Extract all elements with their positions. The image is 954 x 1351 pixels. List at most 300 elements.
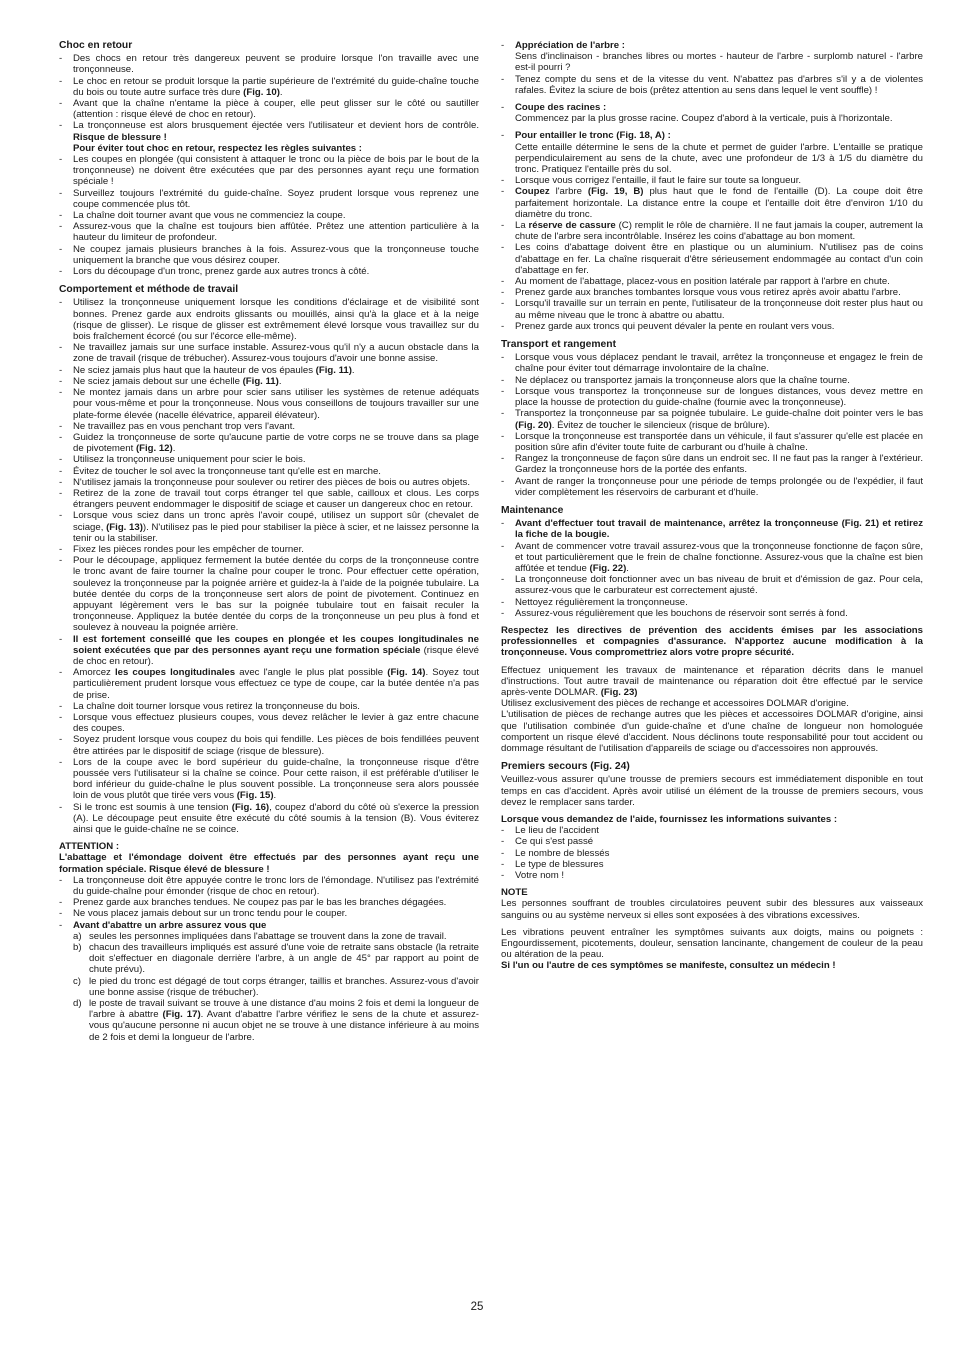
bold-text: (Fig. 16) <box>231 801 270 813</box>
text-run: Au moment de l'abattage, placez-vous en position latérale par rapport à l'arbre en chute. <box>515 276 890 288</box>
bullet-marker: - <box>59 897 63 909</box>
text-run: l'arbre <box>549 186 588 198</box>
bold-text: (Fig. 14) <box>387 667 426 679</box>
text-run: Ne sciez jamais plus haut que la hauteur de vos épaules <box>73 364 316 376</box>
item-text <box>73 908 479 919</box>
item-text <box>515 298 923 320</box>
bullet-marker: - <box>59 667 63 679</box>
item-text <box>515 541 923 575</box>
list-item <box>59 920 479 931</box>
text-run: Soyez prudent lorsque vous coupez du bois qui fendille. Les pièces de bois fendillées peuvent être attirées par le dispositif de sciage (risque de blessure). <box>73 734 479 757</box>
item-text <box>515 74 923 96</box>
list-item <box>59 297 479 342</box>
text-run: Nettoyez régulièrement la tronçonneuse. <box>515 596 688 608</box>
list-item <box>501 74 923 96</box>
item-text <box>515 276 923 287</box>
text-run: . <box>172 443 176 455</box>
bullet-marker: - <box>59 342 63 354</box>
sub-item-marker: c) <box>73 975 81 987</box>
text-run: Utilisez exclusivement des pièces de rechange et accessoires DOLMAR d'origine. <box>501 698 849 710</box>
text-run: Rangez la tronçonneuse de façon sûre dans un endroit sec. Il ne faut pas la ranger à l'extérieur. Gardez la tronçonneuse hors de la portée des enfants. <box>515 453 923 476</box>
item-text <box>73 76 479 98</box>
bullet-marker: - <box>501 825 505 837</box>
item-text <box>73 210 479 221</box>
text-run: Avant que la chaîne n'entame la pièce à couper, elle peut glisser sur le côté ou sautiller (attention : risque élevé de choc en retour). <box>73 98 479 121</box>
list-item <box>501 220 923 242</box>
bold-text: Appréciation de l'arbre : <box>515 40 625 51</box>
bold-text: Respectez les directives de prévention des accidents émises par les associations professionnelles et compagnies d'assurance. N'apportez aucune modification à la tronçonneuse. Vous compromettriez alors votre propre sécurité. <box>501 624 923 659</box>
item-text <box>515 476 923 498</box>
list-item <box>59 210 479 221</box>
bullet-marker: - <box>59 387 63 399</box>
bullet-marker: - <box>59 454 63 466</box>
item-text <box>73 734 479 756</box>
list-item <box>59 432 479 454</box>
text-run: Utilisez la tronçonneuse uniquement pour scier le bois. <box>73 454 306 466</box>
item-text <box>73 188 479 210</box>
bullet-marker: - <box>59 364 63 376</box>
indented-text <box>59 143 479 154</box>
bullet-marker: - <box>59 756 63 768</box>
bold-text: (Fig. 11) <box>242 375 279 387</box>
paragraph <box>501 698 923 709</box>
text-run: Lorsque vous transportez la tronçonneuse sur de longues distances, vous devez mettre en place la housse de protection du guide-chaîne (fournie avec la tronçonneuse). <box>515 385 923 409</box>
item-text <box>515 859 923 870</box>
bullet-marker: - <box>501 607 505 619</box>
list-item <box>501 453 923 475</box>
paragraph <box>501 927 923 961</box>
bullet-marker: - <box>59 243 63 255</box>
item-text <box>515 608 923 619</box>
bold-text: (Fig. 13) <box>106 521 143 533</box>
bullet-marker: - <box>501 73 505 85</box>
item-text <box>73 712 479 734</box>
bold-text: Il est fortement conseillé que les coupes en plongée et les coupes longitudinales ne soient exécutées que par des personnes ayant reçu une formation spéciale <box>73 633 479 656</box>
indent-spacer <box>501 113 515 124</box>
indented-text <box>501 51 923 73</box>
text-run: . <box>351 364 355 376</box>
bullet-marker: - <box>59 375 63 387</box>
text-run: Lorsque la tronçonneuse est transportée dans un véhicule, il faut s'assurer qu'elle est placée en position sûre afin d'éviter toute fuite de carburant ou d'huile à chaîne. <box>515 430 923 453</box>
bullet-marker: - <box>59 420 63 432</box>
bold-text: (Fig. 20) <box>515 419 552 431</box>
list-item <box>501 518 923 540</box>
text-run: Ce qui s'est passé <box>515 836 594 848</box>
item-text <box>515 186 923 220</box>
list-item <box>501 242 923 276</box>
item-text <box>89 931 479 942</box>
bullet-marker: - <box>59 53 63 65</box>
list-item <box>59 555 479 633</box>
list-item <box>59 266 479 277</box>
bullet-marker: - <box>59 120 63 132</box>
bullet-marker: - <box>501 836 505 848</box>
item-text <box>515 870 923 881</box>
text-run: . <box>626 562 629 574</box>
text-run: N'utilisez jamais la tronçonneuse pour soulever ou retirer des pièces de bois ou autres objets. <box>73 476 470 488</box>
bold-text: (Fig. 12) <box>135 443 173 455</box>
item-text <box>73 701 479 712</box>
bullet-marker: - <box>59 919 63 931</box>
text-run: , coupez d'abord du côté où s'exerce la pression (A). Le découpage peut ensuite être exécuté du côté soumis à la tension (B). Vous éviterez ainsi que le guide-chaîne ne se coince. <box>73 801 479 836</box>
bold-text: (Fig. 10) <box>243 86 280 98</box>
bullet-marker: - <box>501 596 505 608</box>
bold-text: NOTE <box>501 887 528 899</box>
text-run: Commencez par la plus grosse racine. Coupez d'abord à la verticale, puis à l'horizontale. <box>515 113 893 125</box>
list-item <box>59 510 479 544</box>
item-text <box>73 421 479 432</box>
item-text <box>73 488 479 510</box>
indent-spacer <box>501 142 515 176</box>
text-run: Lors de la coupe avec le bord supérieur du guide-chaîne, la tronçonneuse risque d'être poussée vers l'utilisateur si la chaîne se coince. Pour cette raison, il est préférable d'utiliser le bord inférieur du guide-chaîne le plus souvent possible. La tronçonneuse sera alors poussée loin de vous plutôt que tirée vers vous <box>73 756 479 802</box>
text-run: Amorcez <box>73 667 115 679</box>
text-run: Lorsque vous vous déplacez pendant le travail, arrêtez la tronçonneuse et engagez le frein de chaîne pour éviter tout démarrage involontaire de la chaîne. <box>515 352 923 375</box>
list-item <box>59 76 479 98</box>
list-item <box>59 667 479 701</box>
bullet-marker: - <box>501 408 505 420</box>
text-run: Lorsque vous sciez dans un tronc après l'avoir coupé, utilisez un support sûr (chevalet de sciage, <box>73 510 479 533</box>
sub-item-marker: d) <box>73 998 82 1010</box>
list-item <box>501 431 923 453</box>
list-item <box>59 365 479 376</box>
list-item <box>501 130 923 141</box>
bullet-marker: - <box>59 908 63 920</box>
section-heading: Maintenance <box>501 504 564 516</box>
bullet-marker: - <box>59 187 63 199</box>
list-item <box>501 870 923 881</box>
item-text <box>515 574 923 596</box>
text-run: (C) remplit le rôle de charnière. Il ne faut jamais la couper, autrement la chute de l'arbre sera incontrôlable. Insérez les coins d'abattage au bon moment. <box>515 220 923 243</box>
item-text <box>73 466 479 477</box>
item-text <box>515 130 923 141</box>
bold-text: (Fig. 15) <box>236 790 274 802</box>
item-text <box>73 154 479 188</box>
list-item <box>501 102 923 113</box>
text-run: (risque élevé de choc en retour). <box>73 644 479 667</box>
text-run: Ne travaillez jamais sur une surface instable. Assurez-vous qu'il n'y a aucun obstacle dans la zone de travail (risque de trébucher). Assurez-vous toujours d'avoir une bonne assise. <box>73 342 479 365</box>
list-item <box>59 221 479 243</box>
text-run: La chaîne doit tourner lorsque vous retirez la tronçonneuse du bois. <box>73 700 360 712</box>
text-run: Surveillez toujours l'extrémité du guide-chaîne. Soyez prudent lorsque vous reprenez une coupe commencée plus tôt. <box>73 187 479 210</box>
list-item <box>59 376 479 387</box>
bold-text: les coupes longitudinales <box>114 667 236 679</box>
list-item <box>501 186 923 220</box>
bullet-marker: - <box>59 465 63 477</box>
item-text <box>515 220 923 242</box>
item-text <box>73 120 479 142</box>
bold-text: Coupe des racines : <box>515 102 607 114</box>
item-text <box>73 143 479 154</box>
paragraph <box>501 887 923 898</box>
bullet-marker: - <box>501 287 505 299</box>
item-text <box>73 98 479 120</box>
item-text <box>515 431 923 453</box>
item-text <box>73 802 479 836</box>
text-run: Retirez de la zone de travail tout corps étranger tel que sable, cailloux et clous. Les corps étrangers peuvent endommager le dispositif de sciage et causer un dangereux choc en retour. <box>73 487 479 511</box>
list-item <box>59 53 479 75</box>
section-heading: Premiers secours (Fig. 24) <box>501 761 630 773</box>
list-item <box>59 188 479 210</box>
list-item <box>59 421 479 432</box>
bold-text: (Fig. 23) <box>600 686 638 698</box>
bullet-marker: - <box>501 298 505 310</box>
indent-spacer <box>501 51 515 73</box>
list-item <box>59 701 479 712</box>
item-text <box>73 342 479 364</box>
item-text <box>515 375 923 386</box>
item-text <box>73 432 479 454</box>
list-item <box>59 802 479 836</box>
item-text <box>515 825 923 836</box>
text-run: Ne vous placez jamais debout sur un tronc tendu pour le couper. <box>73 908 348 920</box>
item-text <box>73 297 479 342</box>
bullet-marker: - <box>59 734 63 746</box>
bold-text: Risque de blessure ! <box>73 131 167 143</box>
text-run: Effectuez uniquement les travaux de maintenance et réparation décrits dans le manuel d'instructions. Tout autre travail de maintenance ou réparation doit être effectué par le service après-vente DOLMAR. <box>501 664 923 698</box>
text-run: Le lieu de l'accident <box>515 825 599 837</box>
list-item <box>59 154 479 188</box>
item-text <box>73 376 479 387</box>
list-item <box>59 477 479 488</box>
text-run: . Avant d'abattre l'arbre vérifiez le sens de la chute et assurez-vous qu'aucune personne ni aucun objet ne se trouve à une distance inférieure à au moins de 2 fois et demi la longueur de l'arbre. <box>89 1009 479 1043</box>
bold-text: ATTENTION : <box>59 841 120 853</box>
text-run: . Soyez tout particulièrement prudent lorsque vous effectuez ce type de coupe, car la butée dentée n'a pas de prise. <box>73 667 479 701</box>
bullet-marker: - <box>59 431 63 443</box>
text-run: . <box>279 86 283 98</box>
list-item <box>501 825 923 836</box>
bullet-marker: - <box>59 297 63 309</box>
item-text <box>89 976 479 998</box>
list-item <box>59 98 479 120</box>
list-item <box>59 488 479 510</box>
item-text <box>515 597 923 608</box>
list-item <box>501 859 923 870</box>
text-run: Assurez-vous que la chaîne est toujours bien affûtée. Prêtez une attention particulière à la hauteur du limiteur de profondeur. <box>73 221 479 244</box>
text-run: Le nombre de blessés <box>515 847 610 859</box>
bullet-marker: - <box>501 430 505 442</box>
text-run: Prenez garde aux branches tendues. Ne coupez pas par le bas les branches dégagées. <box>73 897 447 909</box>
bold-text: Avant d'abattre un arbre assurez vous que <box>73 919 267 931</box>
list-item <box>501 836 923 847</box>
text-run: chacun des travailleurs impliqués est assuré d'une voie de retraite sans obstacle (la retraite doit s'effectuer en diagonale derrière l'arbre, à un angle de 45° par rapport au point de chute prévu). <box>89 942 479 976</box>
bullet-marker: - <box>501 130 505 142</box>
text-run: Cette entaille détermine le sens de la chute et permet de guider l'arbre. L'entaille se pratique perpendiculairement au sens de la chute, avec une profondeur de 1/3 à 1/5 du diamètre du tronc. Pratiquez l'entaille près du sol. <box>515 141 923 176</box>
bullet-marker: - <box>501 847 505 859</box>
item-text <box>73 221 479 243</box>
bullet-marker: - <box>501 352 505 364</box>
text-run: . <box>273 790 277 802</box>
bullet-marker: - <box>59 98 63 110</box>
text-run: La tronçonneuse doit être appuyée contre le tronc lors de l'émondage. N'utilisez pas l'extrémité du guide-chaîne pour émonder (risque de choc en retour). <box>73 874 479 898</box>
bullet-marker: - <box>501 320 505 332</box>
sub-list-item <box>59 976 479 998</box>
item-text <box>73 365 479 376</box>
item-text <box>73 544 479 555</box>
bullet-marker: - <box>501 858 505 870</box>
bullet-marker: - <box>501 385 505 397</box>
list-item <box>501 298 923 320</box>
bullet-marker: - <box>501 518 505 530</box>
text-run: Évitez de toucher le sol avec la tronçonneuse tant qu'elle est en marche. <box>73 465 381 477</box>
bold-text: Si l'un ou l'autre de ces symptômes se manifeste, consultez un médecin ! <box>501 960 836 972</box>
paragraph <box>501 625 923 659</box>
item-text <box>515 518 923 540</box>
text-run: La <box>515 220 529 232</box>
paragraph <box>59 841 479 852</box>
bullet-marker: - <box>59 543 63 555</box>
indent-spacer <box>59 143 73 154</box>
text-run: seules les personnes impliquées dans l'abattage se trouvent dans la zone de travail. <box>89 930 447 942</box>
text-run: Utilisez la tronçonneuse uniquement lorsque les conditions d'éclairage et de visibilité sont bonnes. Prenez garde aux endroits glissants ou mouillés, ainsi qu'à la glace et à la neige (risque de glisser). Le risque de glisser est extrêmement élevé lorsque vous travaillez sur du bois fraîchement écorcé (ou sur l'écorce elle-même). <box>73 297 479 343</box>
paragraph <box>501 814 923 825</box>
text-run: . <box>278 375 282 387</box>
text-run: Fixez les pièces rondes pour les empêcher de tourner. <box>73 543 304 555</box>
bullet-marker: - <box>501 102 505 114</box>
list-item <box>501 476 923 498</box>
item-text <box>89 942 479 976</box>
text-run: Prenez garde aux branches tombantes lorsque vous vous retirez après avoir abattu l'arbre. <box>515 287 901 299</box>
bullet-marker: - <box>59 633 63 645</box>
text-run: Guidez la tronçonneuse de sorte qu'aucune partie de votre corps ne se trouve dans sa plage de pivotement <box>73 431 479 455</box>
text-run: Avant de ranger la tronçonneuse pour une période de temps prolongée ou de l'expédier, il faut vider complètement les réservoirs de carburant et d'huile. <box>515 475 923 498</box>
list-item <box>501 175 923 186</box>
list-item <box>59 634 479 668</box>
list-item <box>59 712 479 734</box>
list-item <box>501 608 923 619</box>
bullet-marker: - <box>59 476 63 488</box>
text-run: Les personnes souffrant de troubles circulatoires peuvent subir des blessures aux vaisseaux sanguins ou au système nerveux si elles sont exposées à des vibrations excessives. <box>501 898 923 921</box>
bullet-marker: - <box>59 801 63 813</box>
item-text <box>73 920 479 931</box>
item-text <box>515 836 923 847</box>
bold-text: Coupez <box>515 186 550 198</box>
list-item <box>501 321 923 332</box>
text-run: le poste de travail suivant se trouve à une distance d'au moins 2 fois et demi la longueur de l'arbre à abattre <box>89 998 479 1021</box>
list-item <box>59 454 479 465</box>
paragraph <box>501 898 923 920</box>
text-run: La tronçonneuse est alors brusquement éjectée vers l'utilisateur et devient hors de contrôle. <box>73 120 479 132</box>
text-run: Sens d'inclinaison - branches libres ou mortes - hauteur de l'arbre - surplomb naturel - l'arbre est-il pourri ? <box>515 51 923 74</box>
item-text <box>515 848 923 859</box>
sub-item-marker: b) <box>73 942 82 954</box>
bold-text: réserve de cassure <box>528 220 616 232</box>
bold-text: L'abattage et l'émondage doivent être effectués par des personnes ayant reçu une formation spéciale. Risque élevé de blessure ! <box>59 852 479 875</box>
section-heading: Choc en retour <box>59 40 133 51</box>
text-run: L'utilisation de pièces de rechange autres que les pièces et accessoires DOLMAR d'origine, ainsi que l'utilisation combinée d'un guide-chaîne et d'une chaîne de longueur non homologuée comportent un risque élevé d'accident. Nous déclinons toute responsabilité pour tout accident ou dommage résultant de l'utilisation d'appareils de sciage ou d'accessoires non approuvés. <box>501 709 923 754</box>
text-run: Des chocs en retour très dangereux peuvent se produire lorsque l'on travaille avec une tronçonneuse. <box>73 53 479 76</box>
indented-text <box>501 113 923 124</box>
bullet-marker: - <box>59 487 63 499</box>
bold-text: Lorsque vous demandez de l'aide, fournissez les informations suivantes : <box>501 814 838 825</box>
bold-text: Pour éviter tout choc en retour, respectez les règles suivantes : <box>73 142 362 154</box>
list-item <box>501 276 923 287</box>
list-item <box>501 597 923 608</box>
paragraph <box>501 665 923 699</box>
text-run: Lorsque vous effectuez plusieurs coupes, vous devez relâcher le levier à gaz entre chacune des coupes. <box>73 711 479 735</box>
bullet-marker: - <box>59 75 63 87</box>
item-text <box>73 454 479 465</box>
bullet-marker: - <box>501 276 505 288</box>
paragraph <box>501 774 923 808</box>
item-text <box>515 175 923 186</box>
bullet-marker: - <box>501 374 505 386</box>
text-run: La tronçonneuse doit fonctionner avec un bas niveau de bruit et d'émission de gaz. Pour cela, assurez-vous que le carburateur est correctement ajusté. <box>515 574 923 597</box>
item-text <box>73 477 479 488</box>
list-item <box>501 574 923 596</box>
item-text <box>515 321 923 332</box>
list-item <box>59 897 479 908</box>
item-text <box>73 875 479 897</box>
item-text <box>73 757 479 802</box>
text-run: Ne coupez jamais plusieurs branches à la fois. Assurez-vous que la tronçonneuse touche uniquement la branche que vous désirez couper. <box>73 243 479 266</box>
bullet-marker: - <box>59 510 63 522</box>
text-run: Lorsque vous corrigez l'entaille, il faut le faire sur toute sa longueur. <box>515 175 802 187</box>
text-run: ). N'utilisez pas le pied pour stabiliser la pièce à scier, et ne laissez personne la tenir ou la stabiliser. <box>73 521 479 544</box>
right-column <box>501 40 923 972</box>
bullet-marker: - <box>59 221 63 233</box>
paragraph <box>501 709 923 754</box>
item-text <box>73 387 479 421</box>
text-run: Tenez compte du sens et de la vitesse du vent. N'abattez pas d'arbres s'il y a de violentes rafales. Évitez la sciure de bois (prêtez attention au sens dans lequel le vent souffle) ! <box>515 73 923 96</box>
item-text <box>73 555 479 633</box>
list-item <box>59 544 479 555</box>
bullet-marker: - <box>501 220 505 232</box>
sub-list-item <box>59 998 479 1043</box>
bullet-marker: - <box>59 555 63 567</box>
item-text <box>515 287 923 298</box>
text-run: Les vibrations peuvent entraîner les symptômes suivants aux doigts, mains ou poignets : Engourdissement, picotements, douleur, sensation lancinante, changement de couleur de la peau ou altération de la peau. <box>501 926 923 961</box>
text-run: le pied du tronc est dégagé de tout corps étranger, taillis et branches. Assurez-vous d'avoir une bonne assise (risque de trébucher). <box>89 975 479 998</box>
bullet-marker: - <box>501 453 505 465</box>
text-run: Si le tronc est soumis à une tension <box>73 801 232 813</box>
item-text <box>73 510 479 544</box>
paragraph <box>501 960 923 971</box>
text-run: Lorsqu'il travaille sur un terrain en pente, l'utilisateur de la tronçonneuse doit rester plus haut ou au même niveau que le tronc à abattre ou abattu. <box>515 298 923 321</box>
item-text <box>89 998 479 1043</box>
bullet-marker: - <box>59 700 63 712</box>
bold-text: (Fig. 22) <box>589 562 627 574</box>
section-heading: Transport et rangement <box>501 339 617 351</box>
bullet-marker: - <box>59 874 63 886</box>
bold-text: Avant d'effectuer tout travail de maintenance, arrêtez la tronçonneuse (Fig. 21) et retirez la fiche de la bougie. <box>515 518 923 541</box>
bullet-marker: - <box>501 175 505 187</box>
text-run: Avant de commencer votre travail assurez-vous que la tronçonneuse fonctionne de façon sûre, et tout particulièrement que le frein de chaîne fonctionne. Assurez-vous que la chaîne est bien affûtée et tendue <box>515 540 923 574</box>
sub-item-marker: a) <box>73 930 82 942</box>
item-text <box>73 634 479 668</box>
bold-text: (Fig. 17) <box>162 1009 201 1021</box>
list-item <box>501 408 923 430</box>
text-run: plus haut que le fond de l'entaille (D). La coupe doit être parfaitement horizontale. La distance entre la coupe et l'entaille doit être d'environ 1/10 du diamètre du tronc. <box>515 186 924 220</box>
left-column <box>59 40 479 1043</box>
text-run: Pour le découpage, appliquez fermement la butée dentée du corps de la tronçonneuse contre le tronc avant de faire tourner la chaîne pour couper le tronc. Pour effectuer cette opération, soulevez la tronçonneuse par la poignée arrière et guidez-la à l'aide de la poignée tubulaire. La butée dentée du corps de la tronçonneuse sert alors de point de pivotement. Continuez en appuyant légèrement vers le bas sur la poignée tubulaire tout en faisait reculer la tronçonneuse. Appliquez la butée dentée du corps de la tronçonneuse un peu plus à fond et soulevez à nouveau la poignée arrière. <box>73 555 479 634</box>
text-run: . Évitez de toucher le silencieux (risque de brûlure). <box>551 419 770 431</box>
list-item <box>59 734 479 756</box>
text-run: Prenez garde aux troncs qui peuvent dévaler la pente en roulant vers vous. <box>515 320 835 332</box>
indented-text <box>501 142 923 176</box>
bullet-marker: - <box>501 40 505 51</box>
item-text <box>73 266 479 277</box>
list-item <box>59 875 479 897</box>
item-text <box>515 113 923 124</box>
list-item <box>59 466 479 477</box>
bold-text: (Fig. 11) <box>315 364 352 376</box>
list-item <box>501 40 923 51</box>
list-item <box>501 375 923 386</box>
item-text <box>515 102 923 113</box>
bullet-marker: - <box>501 540 505 552</box>
list-item <box>501 287 923 298</box>
text-run: La chaîne doit tourner avant que vous ne commenciez la coupe. <box>73 210 346 222</box>
